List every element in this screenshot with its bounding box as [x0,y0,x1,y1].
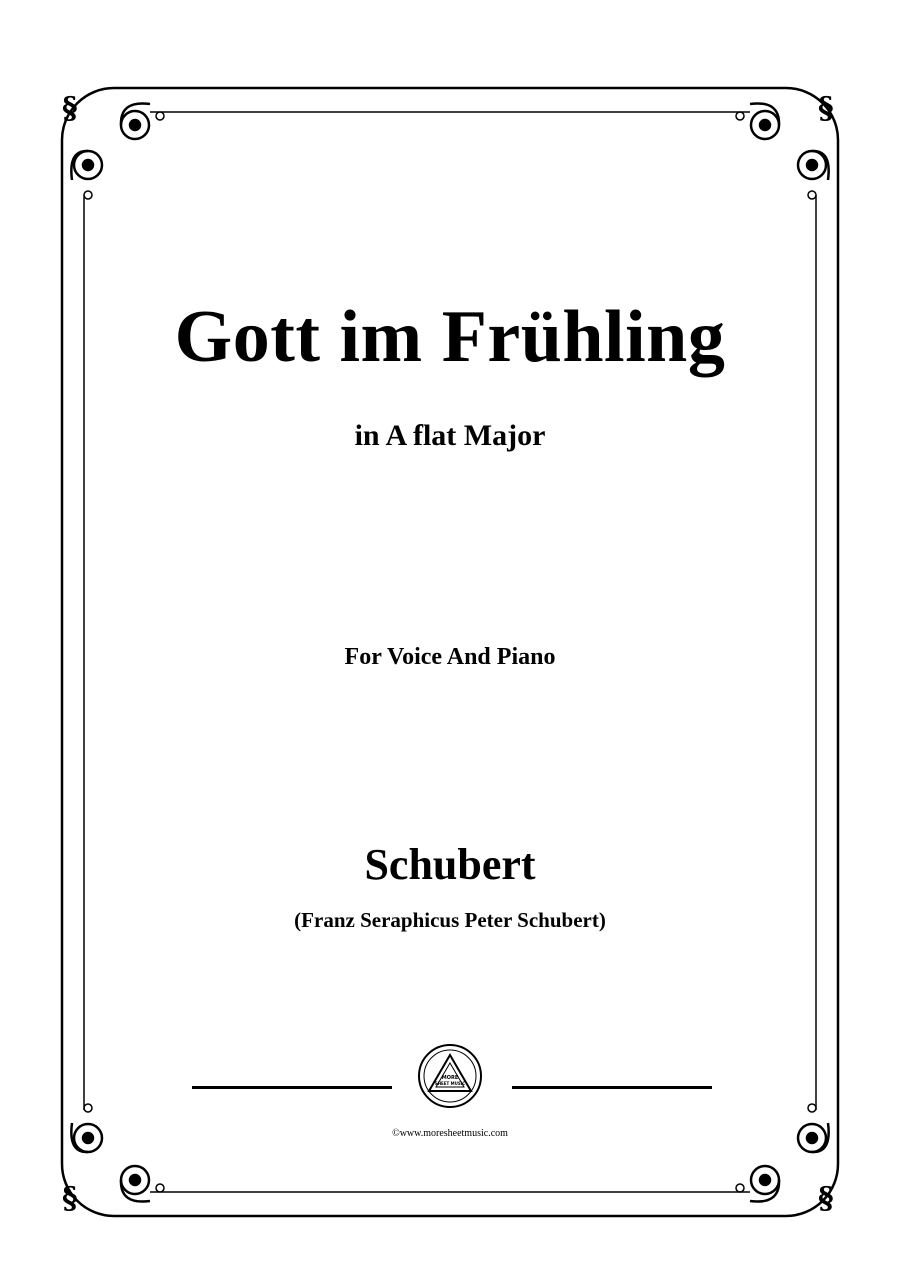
instrumentation-label: For Voice And Piano [344,644,556,670]
decorative-rule-right [512,1086,712,1089]
key-subtitle: in A flat Major [354,419,546,452]
logo-text-bottom: SHEET MUSIC [434,1081,466,1086]
scroll-glyph-top-left: § [62,91,78,126]
scroll-glyph-bottom-left: § [62,1181,78,1216]
logo-text-top: MORE [441,1075,459,1081]
copyright-url: ©www.moresheetmusic.com [392,1128,508,1139]
scroll-glyph-bottom-right: § [818,1181,834,1216]
corner-ornament-top-left [71,103,150,180]
composer-full-name: (Franz Seraphicus Peter Schubert) [294,908,606,932]
scroll-glyph-top-right: § [818,91,834,126]
corner-ornament-top-right [750,103,829,180]
page-title: Gott im Frühling [174,296,726,378]
composer-name: Schubert [364,840,536,889]
triangle-in-circle-seal-icon [417,1043,483,1109]
decorative-rule-left [192,1086,392,1089]
